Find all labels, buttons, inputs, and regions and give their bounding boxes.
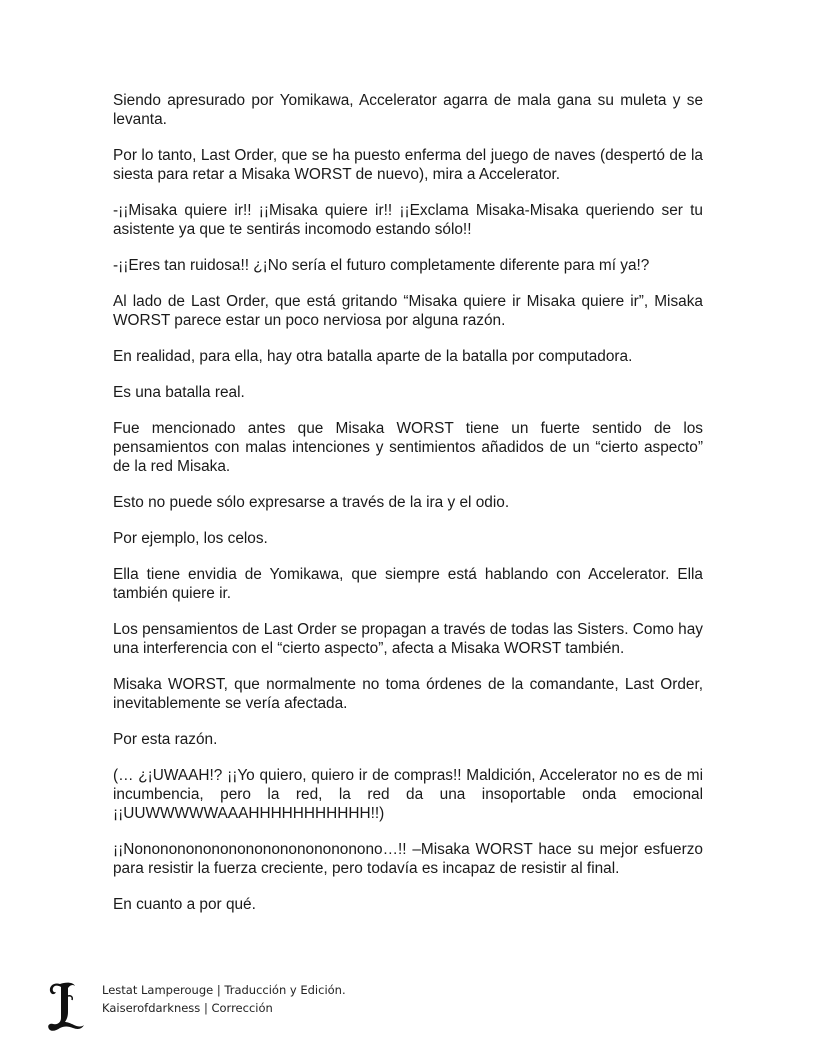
paragraph: Es una batalla real. bbox=[113, 384, 245, 401]
paragraph: -¡¡Misaka quiere ir!! ¡¡Misaka quiere ir!! ¡¡Exclama Misaka-Misaka queriendo ser tu asistente ya que te sentirás incomodo estando sólo!! bbox=[113, 202, 703, 238]
paragraph: Por esta razón. bbox=[113, 731, 218, 748]
paragraph: Fue mencionado antes que Misaka WORST tiene un fuerte sentido de los pensamientos con malas intenciones y sentimientos añadidos de un “cierto aspecto” de la red Misaka. bbox=[113, 420, 703, 475]
paragraph: Al lado de Last Order, que está gritando “Misaka quiere ir Misaka quiere ir”, Misaka WORST parece estar un poco nerviosa por alguna razón. bbox=[113, 293, 703, 329]
paragraph: Ella tiene envidia de Yomikawa, que siempre está hablando con Accelerator. Ella también quiere ir. bbox=[113, 566, 703, 602]
paragraph: (… ¿¡UWAAH!? ¡¡Yo quiero, quiero ir de compras!! Maldición, Accelerator no es de mi incumbencia, pero la red, la red da una insoportable onda emocional ¡¡UUWWWWWAAAHHHHHHHHHHH!!) bbox=[113, 767, 703, 822]
paragraph: En realidad, para ella, hay otra batalla aparte de la batalla por computadora. bbox=[113, 348, 633, 365]
paragraph: -¡¡Eres tan ruidosa!! ¿¡No sería el futuro completamente diferente para mí ya!? bbox=[113, 257, 650, 274]
credit-translation: Lestat Lamperouge | Traducción y Edición. bbox=[102, 983, 346, 997]
paragraph: Siendo apresurado por Yomikawa, Accelerator agarra de mala gana su muleta y se levanta. bbox=[113, 92, 703, 128]
paragraph: Esto no puede sólo expresarse a través de la ira y el odio. bbox=[113, 494, 510, 511]
paragraph: Misaka WORST, que normalmente no toma órdenes de la comandante, Last Order, inevitablemente se vería afectada. bbox=[113, 676, 703, 712]
credit-correction: Kaiserofdarkness | Corrección bbox=[102, 1001, 273, 1015]
paragraph: En cuanto a por qué. bbox=[113, 896, 256, 913]
credits bbox=[102, 981, 346, 1017]
page-footer bbox=[40, 978, 540, 1038]
paragraph: Los pensamientos de Last Order se propagan a través de todas las Sisters. Como hay una interferencia con el “cierto aspecto”, afecta a Misaka WORST también. bbox=[113, 621, 703, 657]
gothic-l-logo bbox=[40, 978, 88, 1034]
paragraph: ¡¡Nonononononononononononononono…!! –Misaka WORST hace su mejor esfuerzo para resistir la fuerza creciente, pero todavía es incapaz de resistir al final. bbox=[113, 841, 703, 877]
document-body bbox=[113, 91, 703, 931]
paragraph: Por ejemplo, los celos. bbox=[113, 530, 268, 547]
paragraph: Por lo tanto, Last Order, que se ha puesto enferma del juego de naves (despertó de la siesta para retar a Misaka WORST de nuevo), mira a Accelerator. bbox=[113, 147, 703, 183]
